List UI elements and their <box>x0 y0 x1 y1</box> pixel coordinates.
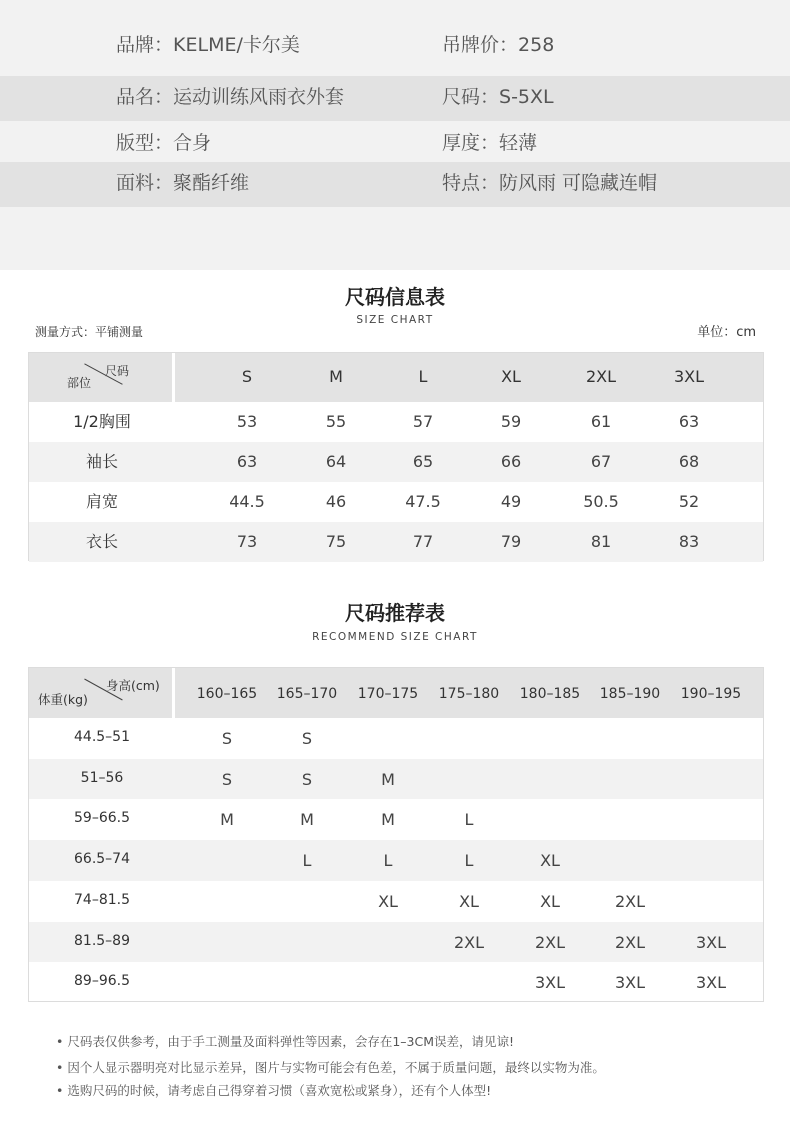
table-cell: 2XL <box>614 891 646 911</box>
table-cell: 73 <box>236 532 258 551</box>
table-header-row <box>29 353 763 402</box>
unit-label: 单位：cm <box>697 325 756 340</box>
size-chart-title: 尺码信息表 <box>345 285 445 309</box>
table-row <box>29 962 763 1003</box>
note-line: • 尺码表仅供参考，由于手工测量及面料弹性等因素，会存在1–3CM误差，请见谅! <box>56 1034 515 1049</box>
table-cell: 77 <box>412 532 434 551</box>
table-cell: 83 <box>678 532 700 551</box>
table-cell: M <box>381 810 395 830</box>
row-label: 89–96.5 <box>74 973 130 990</box>
info-row <box>0 76 790 121</box>
info-label: 特点： <box>442 172 500 194</box>
info-label: 版型： <box>116 132 174 154</box>
corner-top-label: 尺码 <box>105 364 130 378</box>
table-cell: 44.5 <box>229 492 265 511</box>
column-header: L <box>418 367 428 386</box>
table-row <box>29 402 763 442</box>
brand-field <box>116 36 300 55</box>
features-field <box>442 174 657 193</box>
table-cell: M <box>300 810 314 830</box>
fabric-field <box>116 174 249 193</box>
column-header: S <box>241 367 253 386</box>
info-value: S-5XL <box>499 86 554 108</box>
info-label: 吊牌价： <box>442 34 519 56</box>
column-header: 165–170 <box>276 686 338 702</box>
table-cell: 81 <box>590 532 612 551</box>
table-row <box>29 881 763 922</box>
table-cell: S <box>221 769 233 789</box>
info-label: 尺码： <box>442 86 500 108</box>
table-cell: 49 <box>500 492 522 511</box>
measure-method: 测量方式：平铺测量 <box>35 325 144 339</box>
table-cell: 3XL <box>695 932 727 952</box>
column-header: 2XL <box>585 367 617 386</box>
table-cell: S <box>301 769 313 789</box>
table-cell: S <box>221 729 233 748</box>
table-cell: M <box>220 810 234 830</box>
table-cell: 64 <box>325 452 347 471</box>
table-row <box>29 922 763 963</box>
table-cell: 63 <box>678 412 700 431</box>
table-cell: 68 <box>678 452 700 471</box>
info-value: 合身 <box>173 132 212 154</box>
table-cell: S <box>301 729 313 748</box>
row-label: 59–66.5 <box>74 810 130 827</box>
column-header: 160–165 <box>196 686 258 702</box>
recommend-chart-title: 尺码推荐表 <box>345 601 445 625</box>
table-cell: 63 <box>236 452 258 471</box>
fit-field <box>116 134 211 153</box>
table-cell: XL <box>378 891 398 911</box>
table-cell: XL <box>540 891 560 911</box>
table-cell: 2XL <box>453 932 485 952</box>
table-row <box>29 718 763 759</box>
row-label: 1/2胸围 <box>73 412 131 431</box>
row-label: 44.5–51 <box>74 729 130 745</box>
info-row <box>0 121 790 162</box>
note-line: • 因个人显示器明亮对比显示差异，图片与实物可能会有色差，不属于质量问题，最终以实物为准。 <box>56 1060 605 1075</box>
table-cell: XL <box>540 851 560 871</box>
table-cell: L <box>302 851 312 871</box>
info-label: 品名： <box>116 86 174 108</box>
column-header: 185–190 <box>599 686 661 702</box>
size-chart-subtitle: SIZE CHART <box>356 314 434 326</box>
header-corner-cell <box>29 668 175 718</box>
column-header: XL <box>501 367 521 386</box>
table-cell: 47.5 <box>405 492 441 511</box>
table-cell: 75 <box>325 532 347 551</box>
row-label: 51–56 <box>80 769 124 786</box>
row-label: 袖长 <box>85 452 118 471</box>
table-row <box>29 840 763 881</box>
size-chart-table <box>28 352 764 561</box>
table-cell: L <box>464 851 474 871</box>
corner-top-label: 身高(cm) <box>106 678 160 693</box>
info-value: 防风雨 可隐藏连帽 <box>499 172 658 194</box>
table-cell: 67 <box>590 452 612 471</box>
header-corner-cell <box>29 353 175 402</box>
column-header: 3XL <box>673 367 705 386</box>
thickness-field <box>442 134 537 153</box>
table-header-row <box>29 668 763 718</box>
table-cell: 65 <box>412 452 434 471</box>
recommend-chart-table <box>28 667 764 1002</box>
table-cell: 59 <box>500 412 522 431</box>
table-cell: L <box>383 851 393 871</box>
row-label: 81.5–89 <box>74 932 130 949</box>
info-label: 品牌： <box>116 34 174 56</box>
corner-bottom-label: 部位 <box>67 376 92 390</box>
column-header: 180–185 <box>519 686 581 702</box>
table-cell: 46 <box>325 492 347 511</box>
column-header: 190–195 <box>680 686 742 702</box>
info-value: KELME/卡尔美 <box>173 34 300 56</box>
table-cell: 52 <box>678 492 700 511</box>
info-row <box>0 26 790 66</box>
table-cell: M <box>381 769 395 789</box>
info-value: 258 <box>518 34 555 56</box>
product-name-field <box>116 88 344 107</box>
tag-price-field <box>442 36 554 55</box>
note-line: • 选购尺码的时候，请考虑自己得穿着习惯（喜欢宽松或紧身），还有个人体型! <box>56 1083 492 1098</box>
table-cell: XL <box>459 891 479 911</box>
table-cell: 50.5 <box>583 492 619 511</box>
table-row <box>29 522 763 562</box>
row-label: 74–81.5 <box>74 891 130 908</box>
column-header: 170–175 <box>357 686 419 702</box>
product-info-panel <box>0 0 790 270</box>
recommend-chart-subtitle: RECOMMEND SIZE CHART <box>312 631 478 643</box>
table-cell: 61 <box>590 412 612 431</box>
info-value: 运动训练风雨衣外套 <box>173 86 345 108</box>
info-row <box>0 162 790 207</box>
corner-bottom-label: 体重(kg) <box>38 692 88 707</box>
table-cell: 2XL <box>534 932 566 952</box>
info-label: 面料： <box>116 172 174 194</box>
table-row <box>29 442 763 482</box>
table-row <box>29 759 763 800</box>
row-label: 66.5–74 <box>74 851 130 868</box>
table-cell: 3XL <box>614 973 646 993</box>
table-cell: L <box>464 810 474 830</box>
table-cell: 2XL <box>614 932 646 952</box>
table-cell: 66 <box>500 452 522 471</box>
column-header: M <box>329 367 343 386</box>
info-label: 厚度： <box>442 132 500 154</box>
table-cell: 57 <box>412 412 434 431</box>
row-label: 衣长 <box>85 532 118 551</box>
table-row <box>29 799 763 840</box>
row-label: 肩宽 <box>85 492 118 511</box>
table-cell: 53 <box>236 412 258 431</box>
table-cell: 79 <box>500 532 522 551</box>
info-value: 轻薄 <box>499 132 538 154</box>
column-header: 175–180 <box>438 686 500 702</box>
table-cell: 3XL <box>534 973 566 993</box>
corner-diagonal-line <box>29 353 175 402</box>
table-row <box>29 482 763 522</box>
table-cell: 3XL <box>695 973 727 993</box>
table-cell: 55 <box>325 412 347 431</box>
size-range-field <box>442 88 554 107</box>
info-value: 聚酯纤维 <box>173 172 250 194</box>
